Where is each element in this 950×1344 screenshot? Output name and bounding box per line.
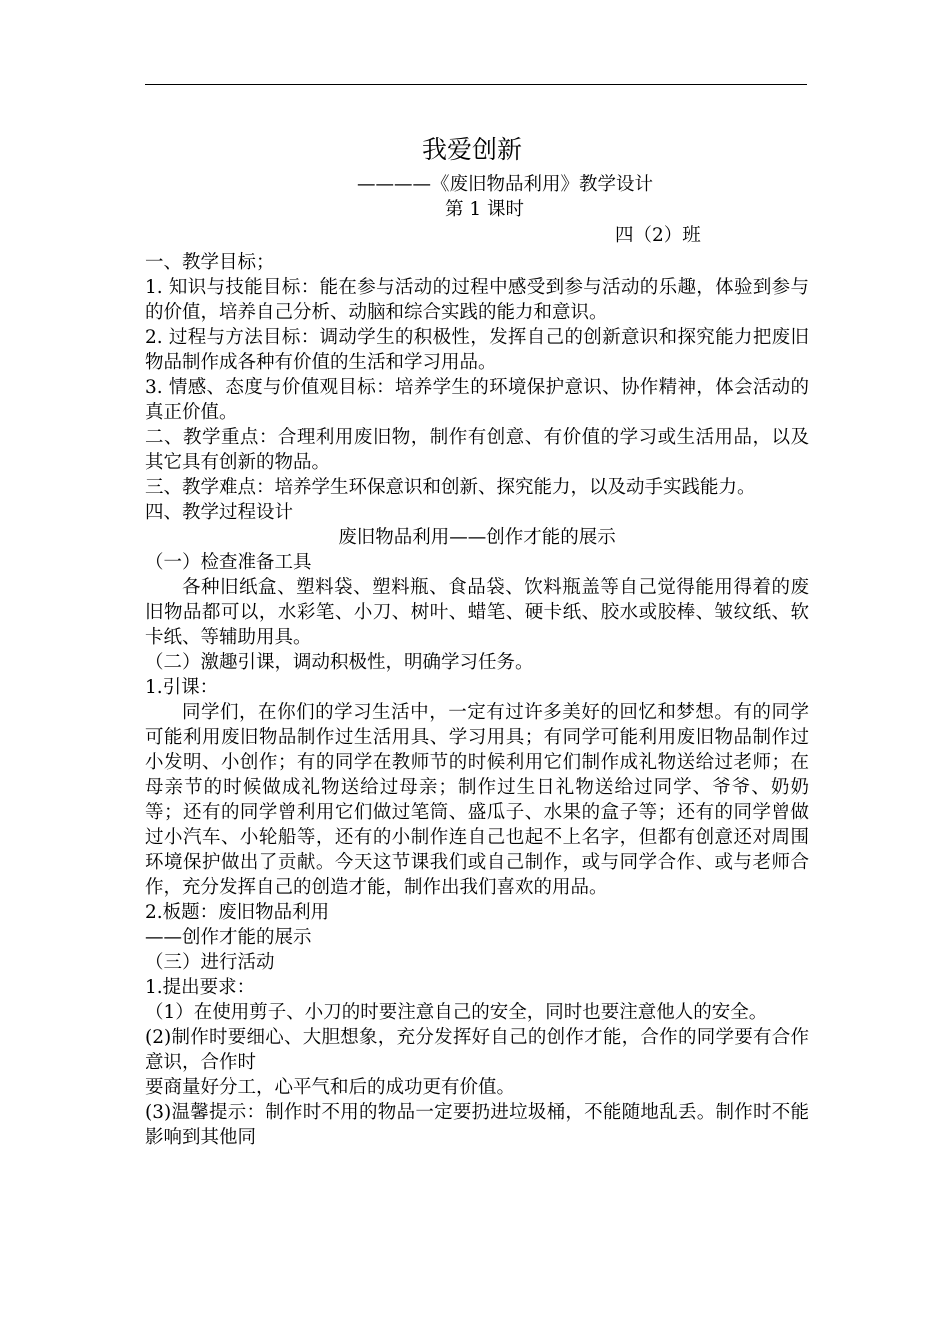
section-difficulties: 三、教学难点：培养学生环保意识和创新、探究能力，以及动手实践能力。 xyxy=(145,477,756,498)
requirement-2-cont: 要商量好分工，心平气和后的成功更有价值。 xyxy=(145,1077,516,1098)
step-introduction: （二）激趣引课，调动积极性，明确学习任务。 xyxy=(145,652,534,673)
section-key-points: 二、教学重点：合理利用废旧物，制作有创意、有价值的学习或生活用品，以及其它具有创新的物品。 xyxy=(145,427,809,473)
document-subtitle: ————《废旧物品利用》教学设计 xyxy=(357,174,654,195)
class-label: 四（2）班 xyxy=(615,225,701,246)
document-body xyxy=(145,132,809,1150)
section-heading-process: 四、教学过程设计 xyxy=(145,502,294,523)
board-subtitle: ——创作才能的展示 xyxy=(145,927,312,948)
process-title: 废旧物品利用——创作才能的展示 xyxy=(338,527,616,548)
requirement-3: (3)温馨提示：制作时不用的物品一定要扔进垃圾桶，不能随地乱丢。制作时不能影响到其他同 xyxy=(145,1102,809,1148)
intro-body: 同学们，在你们的学习生活中，一定有过许多美好的回忆和梦想。有的同学可能利用废旧物品制作过生活用具、学习用具；有同学可能利用废旧物品制作过小发明、小创作；有的同学在教师节的时候利用它们制作成礼物送给过老师；在母亲节的时候做成礼物送给过母亲；制作过生日礼物送给过同学、爷爷、奶奶等；还有的同学曾利用它们做过笔筒、盛瓜子、水果的盒子等；还有的同学曾做过小汽车、小轮船等，还有的小制作连自己也起不上名字，但都有创意还对周围环境保护做出了贡献。今天这节课我们或自己制作，或与同学合作、或与老师合作，充分发挥自己的创造才能，制作出我们喜欢的用品。 xyxy=(145,702,809,898)
step-activity: （三）进行活动 xyxy=(145,952,275,973)
tools-list: 各种旧纸盒、塑料袋、塑料瓶、食品袋、饮料瓶盖等自己觉得能用得着的废旧物品都可以，水彩笔、小刀、树叶、蜡笔、硬卡纸、胶水或胶棒、皱纹纸、软卡纸、等辅助用具。 xyxy=(145,577,809,648)
goal-process: 2. 过程与方法目标：调动学生的积极性，发挥自己的创新意识和探究能力把废旧物品制作成各种有价值的生活和学习用品。 xyxy=(145,327,809,373)
document-title: 我爱创新 xyxy=(421,135,522,164)
board-title: 2.板题：废旧物品利用 xyxy=(145,902,330,923)
intro-heading: 1.引课： xyxy=(145,677,219,698)
requirements-heading: 1.提出要求： xyxy=(145,977,256,998)
goal-knowledge: 1. 知识与技能目标：能在参与活动的过程中感受到参与活动的乐趣，体验到参与的价值，培养自己分析、动脑和综合实践的能力和意识。 xyxy=(145,277,809,323)
section-heading-goals: 一、教学目标； xyxy=(145,252,275,273)
goal-attitude: 3. 情感、态度与价值观目标：培养学生的环境保护意识、协作精神，体会活动的真正价值。 xyxy=(145,377,809,423)
requirement-1: （1）在使用剪子、小刀的时要注意自己的安全，同时也要注意他人的安全。 xyxy=(145,1002,768,1023)
requirement-2: (2)制作时要细心、大胆想象，充分发挥好自己的创作才能，合作的同学要有合作意识，合作时 xyxy=(145,1027,809,1073)
lesson-number: 第 1 课时 xyxy=(445,199,525,220)
step-check-tools: （一）检查准备工具 xyxy=(145,552,312,573)
header-rule xyxy=(145,84,807,85)
